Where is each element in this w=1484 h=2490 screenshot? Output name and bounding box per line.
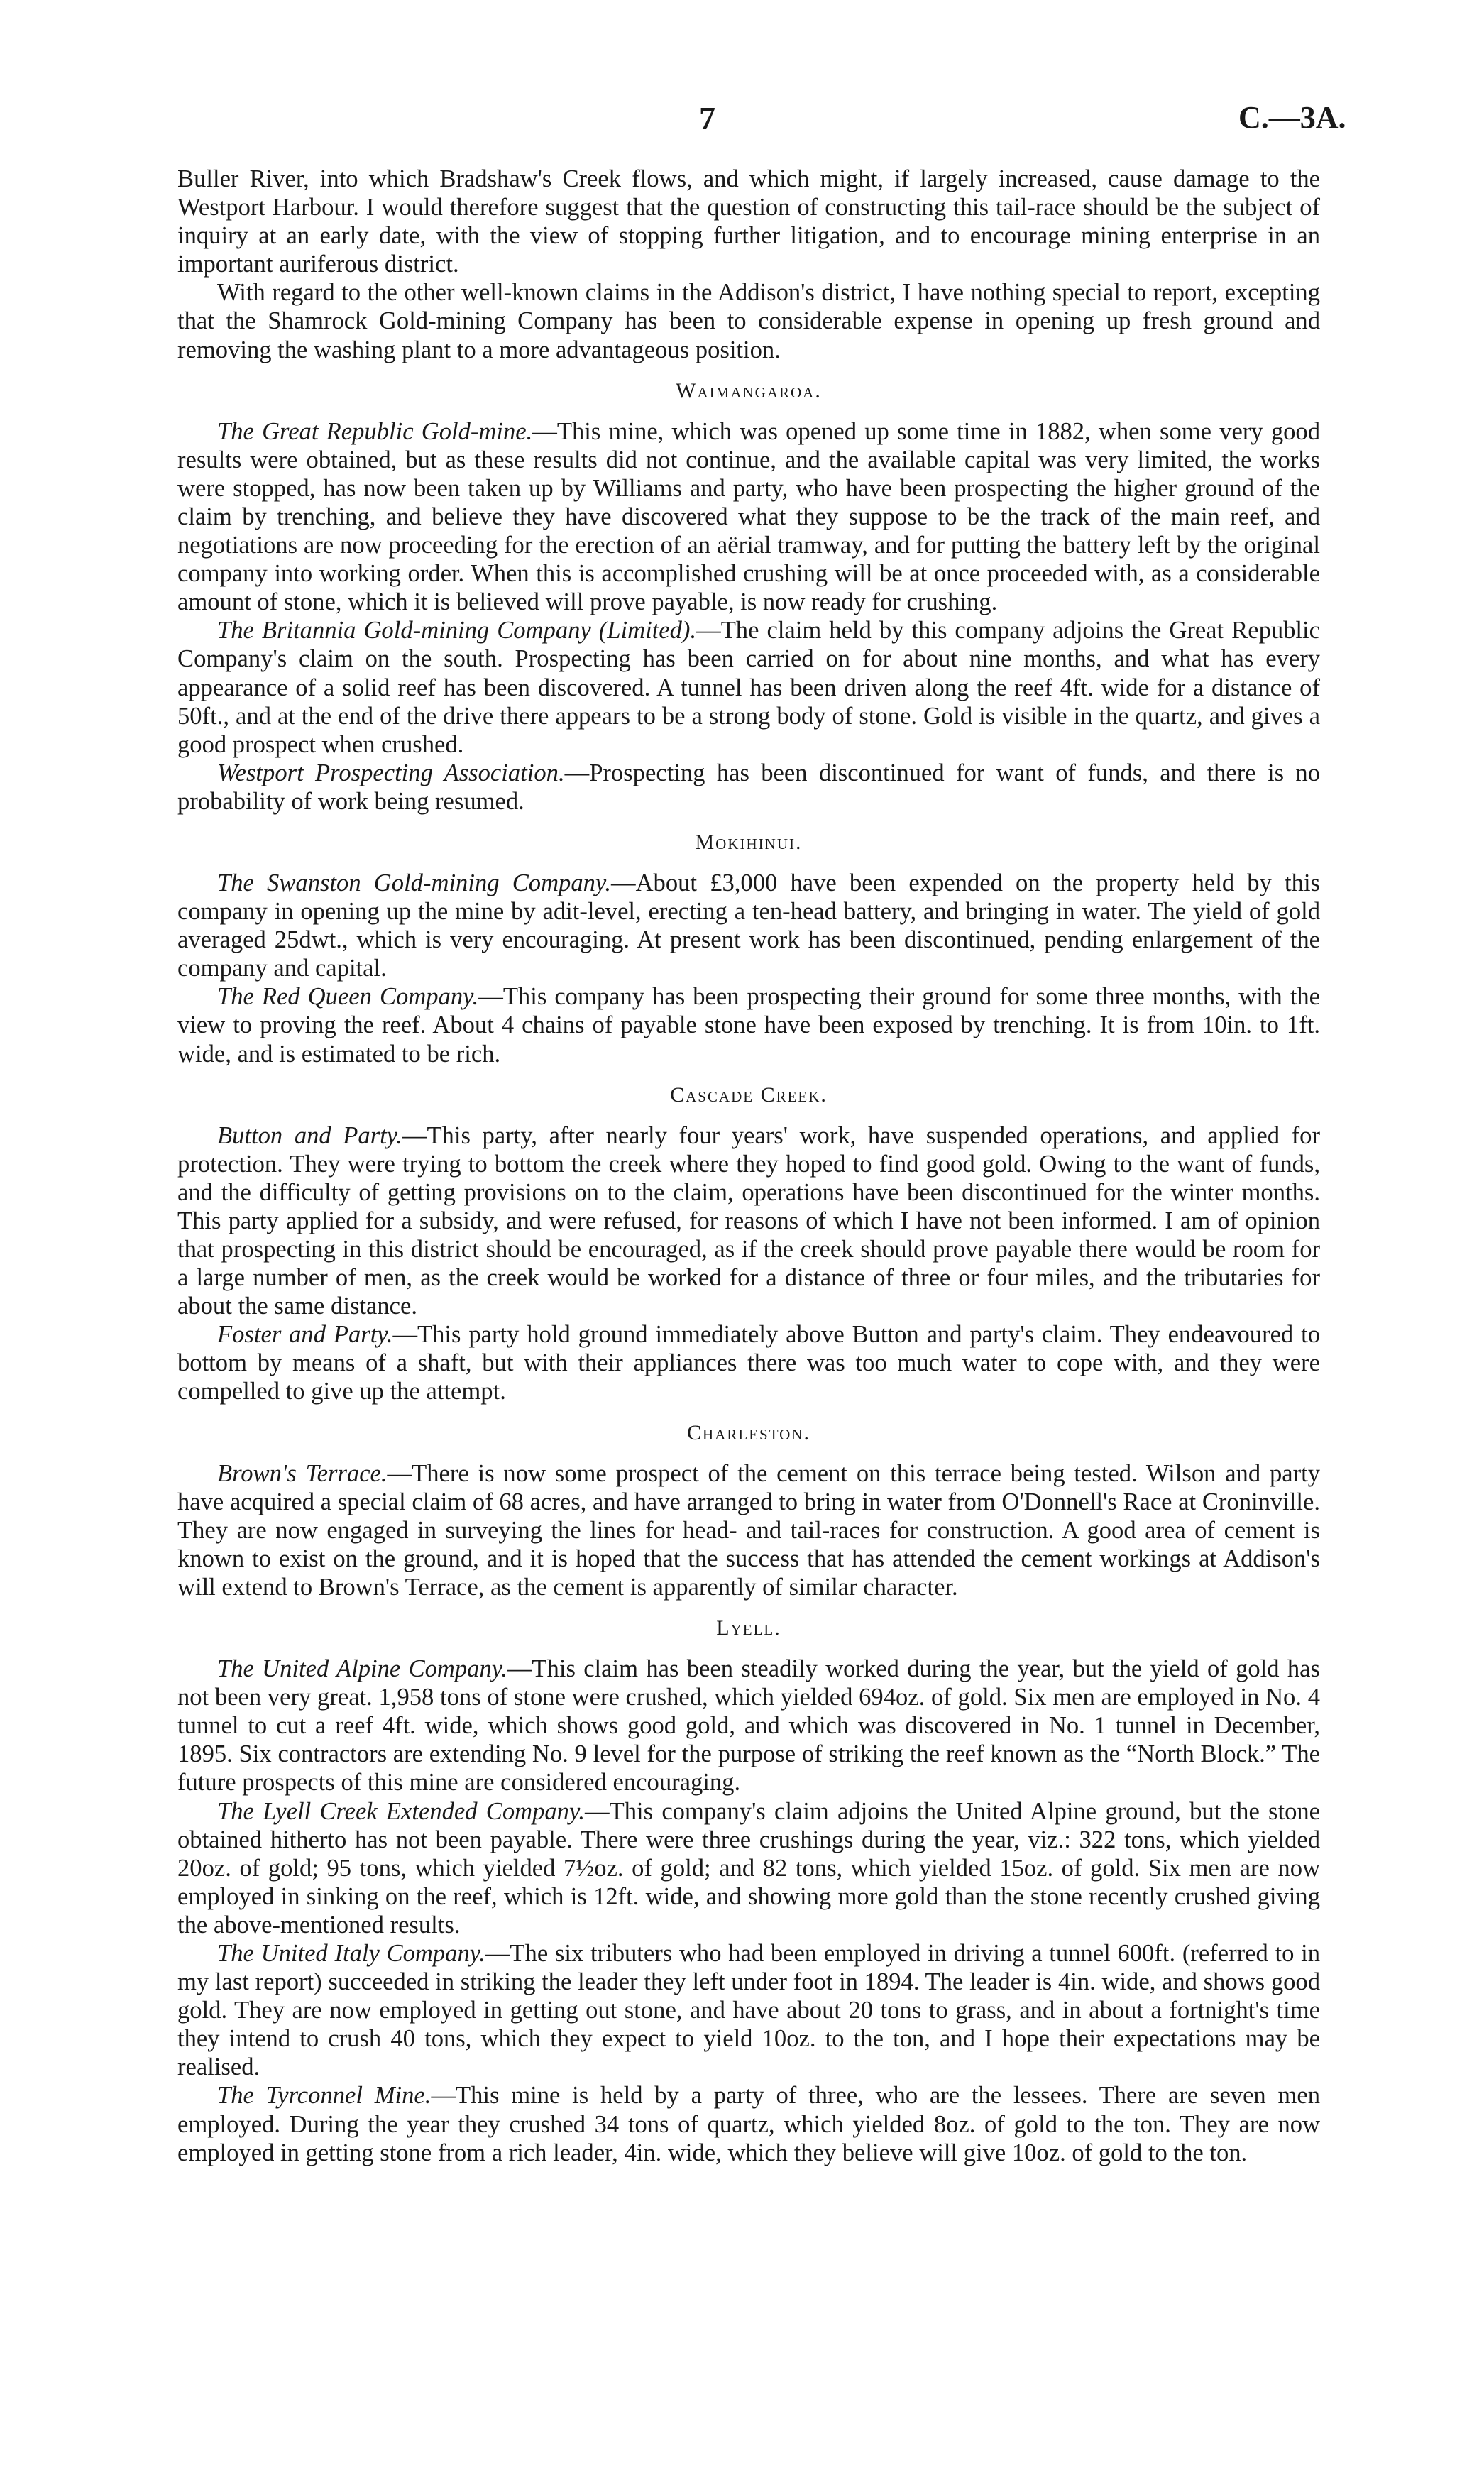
section-heading: Waimangaroa. (676, 378, 822, 402)
paragraph (177, 1939, 1320, 2081)
paragraph-text: —The claim held by this company adjoins the Great Republic Company's claim on the south. Prospecting has been carried on for about nine months, and what has every appearance of a solid reef has been discovered. A tunnel has been driven along the reef 4ft. wide for a distance of 50ft., and at the end of the drive there appears to be a strong body of stone. Gold is visible in the quartz, and gives a good prospect when crushed. (177, 617, 1320, 758)
paragraph (177, 417, 1320, 617)
page-number: 7 (699, 100, 715, 136)
paragraph-title: Foster and Party. (217, 1321, 393, 1349)
paragraph (177, 1320, 1320, 1405)
paragraph (177, 2081, 1320, 2166)
paragraph-text: —This mine, which was opened up some time in 1882, when some very good results were obtained, but as these results did not continue, and the available capital was very limited, the works were stopped, has now been taken up by Williams and party, who have been prospecting the higher ground of the claim by trenching, and believe they have discovered what they suppose to be the track of the main reef, and negotiations are now proceeding for the erection of an aërial tramway, and for putting the battery left by the original company into working order. When this is accomplished crushing will be at once proceeded with, as a considerable amount of stone, which it is believed will prove payable, is now ready for crushing. (177, 417, 1320, 616)
paragraph-title: The Swanston Gold-mining Company. (217, 869, 611, 896)
paragraph-text: —There is now some prospect of the cement on this terrace being tested. Wilson and party have acquired a special claim of 68 acres, and have arranged to bring in water from O'Donnell's Race at Croninville. They are now engaged in surveying the lines for head- and tail-races for construction. A good area of cement is known to exist on the ground, and it is hoped that the success that has attended the cement workings at Addison's will extend to Brown's Terrace, as the cement is apparently of similar character. (177, 1459, 1320, 1601)
section-heading: Charleston. (687, 1420, 810, 1444)
paragraph (177, 1797, 1320, 1939)
paragraph (177, 1459, 1320, 1601)
paragraph-text: —This party hold ground immediately above Button and party's claim. They endeavoured to bottom by means of a shaft, but with their appliances there was too much water to cope with, and they were compelled to give up the attempt. (177, 1321, 1320, 1405)
document-body (177, 165, 1320, 2167)
intro-paragraph: Buller River, into which Bradshaw's Creek flows, and which might, if largely increased, cause damage to the Westport Harbour. I would therefore suggest that the question of constructing this tail-race should be the subject of inquiry at an early date, with the view of stopping further litigation, and to encourage mining enterprise in an important auriferous district. (177, 165, 1320, 278)
section-heading: Cascade Creek. (670, 1082, 828, 1107)
paragraph-text: —Prospecting has been discontinued for want of funds, and there is no probability of work being resumed. (177, 759, 1321, 815)
paragraph-title: The Britannia Gold-mining Company (Limited). (217, 617, 697, 645)
paragraph-text: —The six tributers who had been employed in driving a tunnel 600ft. (referred to in my last report) succeeded in striking the leader they left under foot in 1894. The leader is 4in. wide, and shows good gold. They are now employed in getting out stone, and have about 20 tons to grass, and in about a fortnight's time they intend to crush 40 tons, which they expect to yield 10oz. to the ton, and I hope their expectations may be realised. (177, 1939, 1320, 2081)
paragraph-text: —This company has been prospecting their ground for some three months, with the view to proving the reef. About 4 chains of payable stone have been exposed by trenching. It is from 10in. to 1ft. wide, and is estimated to be rich. (177, 983, 1320, 1068)
paragraph (177, 982, 1320, 1068)
paragraph (177, 1121, 1320, 1321)
paragraph-title: Button and Party. (217, 1121, 402, 1149)
paragraph-text: —This claim has been steadily worked during the year, but the yield of gold has not been very great. 1,958 tons of stone were crushed, which yielded 694oz. of gold. Six men are employed in No. 4 tunnel to cut a reef 4ft. wide, which shows good gold, and which was discovered in No. 1 tunnel in December, 1895. Six contractors are extending No. 9 level for the purpose of striking the reef known as the “North Block.” The future prospects of this mine are considered encouraging. (177, 1655, 1320, 1797)
paragraph-text: —This mine is held by a party of three, who are the lessees. There are seven men employed. During the year they crushed 34 tons of quartz, which yielded 8oz. of gold to the ton. They are now employed in getting stone from a rich leader, 4in. wide, which they believe will give 10oz. of gold to the ton. (177, 2082, 1321, 2166)
paragraph-title: The Great Republic Gold-mine. (217, 417, 533, 445)
paragraph-title: Westport Prospecting Association. (217, 759, 565, 786)
paragraph (177, 616, 1320, 758)
section-heading: Mokihinui. (695, 830, 803, 854)
section-heading: Lyell. (716, 1616, 781, 1640)
paragraph-title: The Tyrconnel Mine. (217, 2082, 432, 2110)
paragraph-text: —This party, after nearly four years' work, have suspended operations, and applied for protection. They were trying to bottom the creek where they hoped to find good gold. Owing to the want of funds, and the difficulty of getting provisions on to the claim, operations have been discontinued for the winter months. This party applied for a subsidy, and were refused, for reasons of which I have not been informed. I am of opinion that prospecting in this district should be encouraged, as if the creek should prove payable there would be room for a large number of men, as the creek would be worked for a distance of three or four miles, and the tributaries for about the same distance. (177, 1121, 1320, 1320)
paragraph (177, 759, 1320, 816)
paragraph (177, 869, 1320, 982)
intro-paragraph: With regard to the other well-known claims in the Addison's district, I have nothing special to report, excepting that the Shamrock Gold-mining Company has been to considerable expense in opening up fresh ground and removing the washing plant to a more advantageous position. (177, 279, 1320, 363)
paragraph-title: The United Italy Company. (217, 1939, 485, 1967)
paragraph-text: —This company's claim adjoins the United Alpine ground, but the stone obtained hitherto has not been payable. There were three crushings during the year, viz.: 322 tons, which yielded 20oz. of gold; 95 tons, which yielded 7½oz. of gold; and 82 tons, which yielded 15oz. of gold. Six men are now employed in sinking on the reef, which is 12ft. wide, and showing more gold than the stone recently crushed giving the above-mentioned results. (177, 1797, 1320, 1938)
document-reference: C.—3A. (1238, 100, 1346, 135)
paragraph-text: —About £3,000 have been expended on the property held by this company in opening up the mine by adit-level, erecting a ten-head battery, and bringing in water. The yield of gold averaged 25dwt., which is very encouraging. At present work has been discontinued, pending enlargement of the company and capital. (177, 869, 1321, 982)
paragraph-title: Brown's Terrace. (217, 1459, 388, 1487)
paragraph-title: The United Alpine Company. (217, 1655, 507, 1683)
paragraph-title: The Red Queen Company. (217, 983, 479, 1011)
paragraph (177, 1655, 1320, 1797)
paragraph-title: The Lyell Creek Extended Company. (217, 1797, 586, 1825)
